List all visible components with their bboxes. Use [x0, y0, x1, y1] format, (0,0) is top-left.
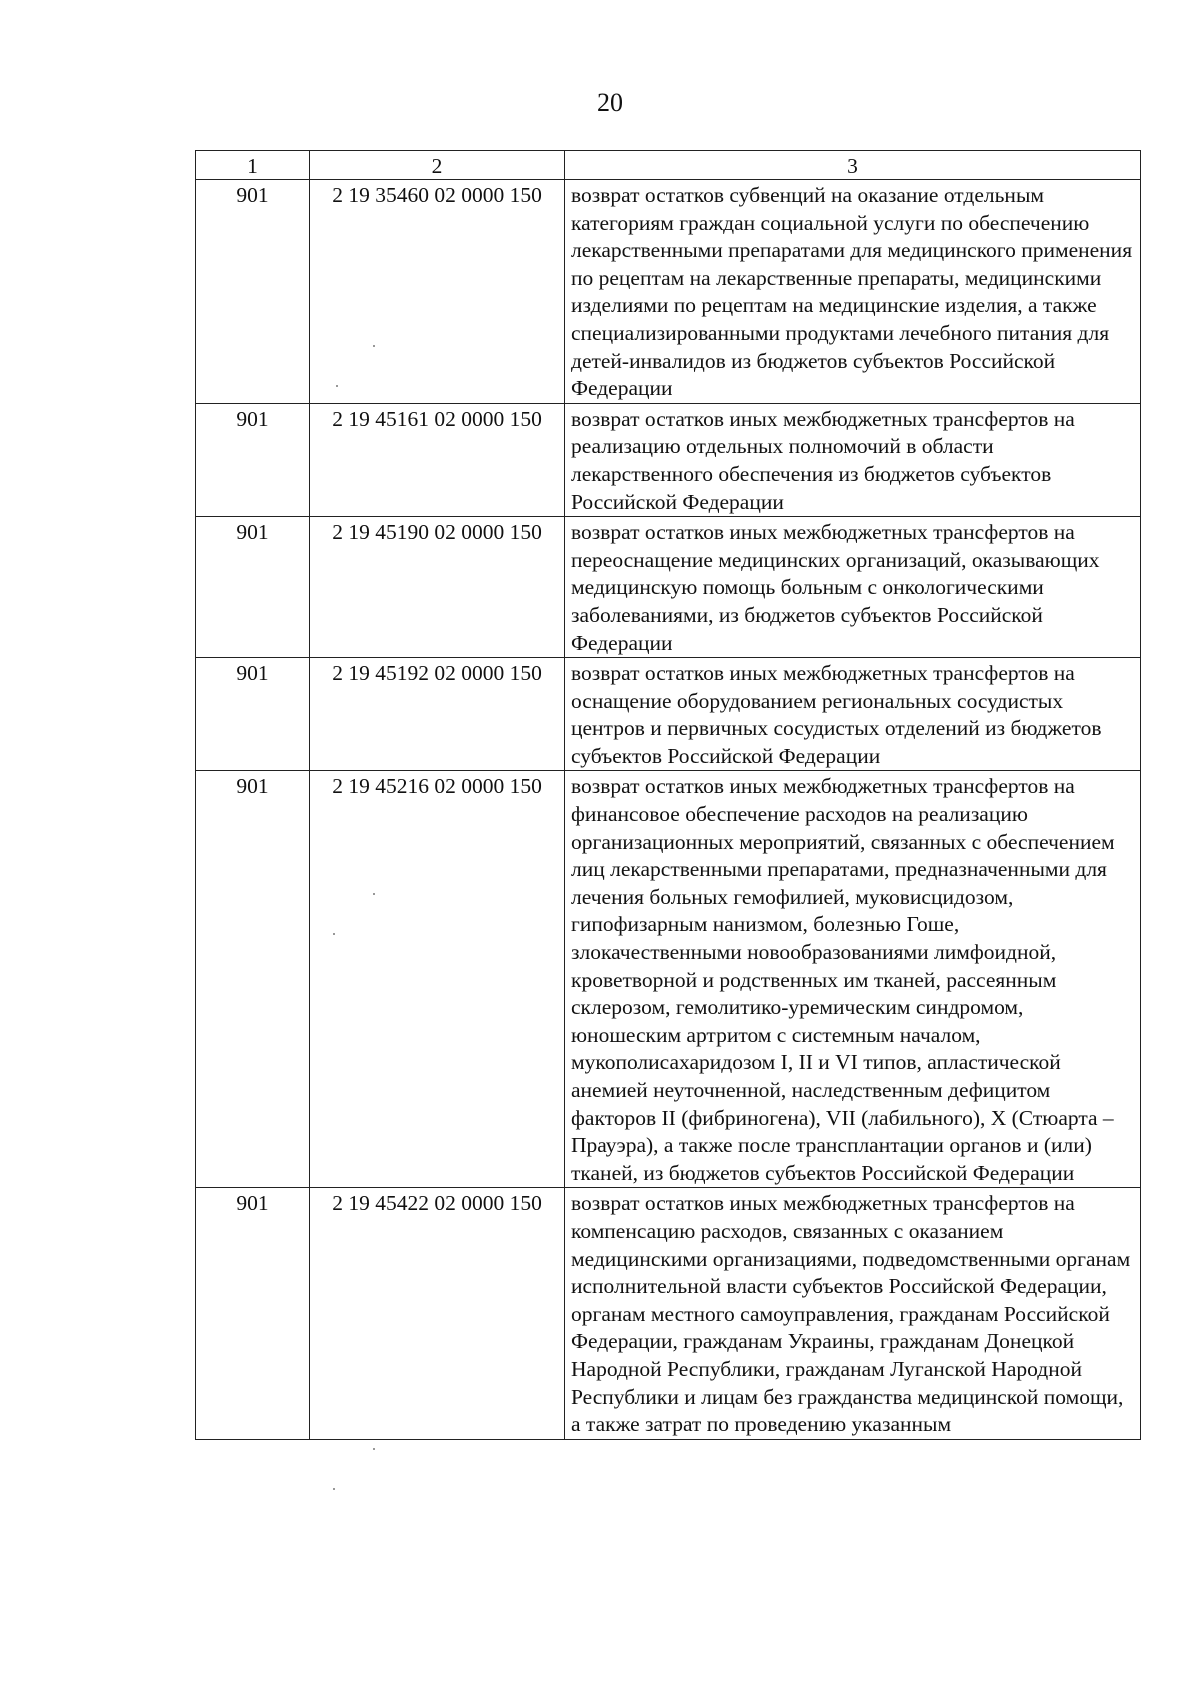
table-row — [196, 180, 1141, 404]
description-cell: возврат остатков иных межбюджетных трансфертов на переоснащение медицинских организаций, оказывающих медицинскую помощь больным с онкологическими заболеваниями, из бюджетов субъектов Российской Федерации — [565, 517, 1141, 658]
budget-code-cell: 2 19 35460 02 0000 150 — [310, 180, 565, 404]
column-number-header-row — [196, 151, 1141, 180]
administrator-code-cell: 901 — [196, 658, 310, 771]
description-cell: возврат остатков иных межбюджетных трансфертов на компенсацию расходов, связанных с оказанием медицинскими организациями, подведомственными органам исполнительной власти субъектов Российской Федерации, органам местного самоуправления, гражданам Российской Федерации, гражданам Украины, гражданам Донецкой Народной Республики, гражданам Луганской Народной Республики и лицам без гражданства медицинской помощи, а также затрат по проведению указанным — [565, 1188, 1141, 1439]
scan-speck — [373, 345, 375, 347]
table-row — [196, 1188, 1141, 1439]
budget-code-cell: 2 19 45161 02 0000 150 — [310, 403, 565, 516]
scan-speck — [336, 385, 338, 387]
description-cell: возврат остатков иных межбюджетных трансфертов на финансовое обеспечение расходов на реализацию организационных мероприятий, связанных с обеспечением лиц лекарственными препаратами, предназначенными для лечения больных гемофилией, муковисцидозом, гипофизарным нанизмом, болезнью Гоше, злокачественными новообразованиями лимфоидной, кроветворной и родственных им тканей, рассеянным склерозом, гемолитико-уремическим синдромом, юношеским артритом с системным началом, мукополисахаридозом I, II и VI типов, апластической анемией неуточненной, наследственным дефицитом факторов II (фибриногена), VII (лабильного), X (Стюарта – Прауэра), а также после трансплантации органов и (или) тканей, из бюджетов субъектов Российской Федерации — [565, 771, 1141, 1188]
scan-speck — [333, 1488, 335, 1490]
column-header-3: 3 — [565, 151, 1141, 180]
page-number: 20 — [597, 88, 623, 117]
administrator-code-cell: 901 — [196, 771, 310, 1188]
table-row — [196, 771, 1141, 1188]
description-cell: возврат остатков иных межбюджетных трансфертов на реализацию отдельных полномочий в области лекарственного обеспечения из бюджетов субъектов Российской Федерации — [565, 403, 1141, 516]
scan-speck — [373, 1448, 375, 1450]
administrator-code-cell: 901 — [196, 180, 310, 404]
scan-speck — [333, 933, 335, 935]
table-row — [196, 517, 1141, 658]
table-row — [196, 658, 1141, 771]
budget-code-cell: 2 19 45216 02 0000 150 — [310, 771, 565, 1188]
description-cell: возврат остатков субвенций на оказание отдельным категориям граждан социальной услуги по обеспечению лекарственными препаратами для медицинского применения по рецептам на лекарственные препараты, медицинскими изделиями по рецептам на медицинские изделия, а также специализированными продуктами лечебного питания для детей-инвалидов из бюджетов субъектов Российской Федерации — [565, 180, 1141, 404]
administrator-code-cell: 901 — [196, 403, 310, 516]
column-header-2: 2 — [310, 151, 565, 180]
scan-speck — [373, 893, 375, 895]
column-header-1: 1 — [196, 151, 310, 180]
administrator-code-cell: 901 — [196, 517, 310, 658]
budget-code-cell: 2 19 45422 02 0000 150 — [310, 1188, 565, 1439]
description-cell: возврат остатков иных межбюджетных трансфертов на оснащение оборудованием региональных сосудистых центров и первичных сосудистых отделений из бюджетов субъектов Российской Федерации — [565, 658, 1141, 771]
budget-code-cell: 2 19 45190 02 0000 150 — [310, 517, 565, 658]
administrator-code-cell: 901 — [196, 1188, 310, 1439]
budget-code-cell: 2 19 45192 02 0000 150 — [310, 658, 565, 771]
table-row — [196, 403, 1141, 516]
budget-classification-table — [195, 150, 1141, 1440]
